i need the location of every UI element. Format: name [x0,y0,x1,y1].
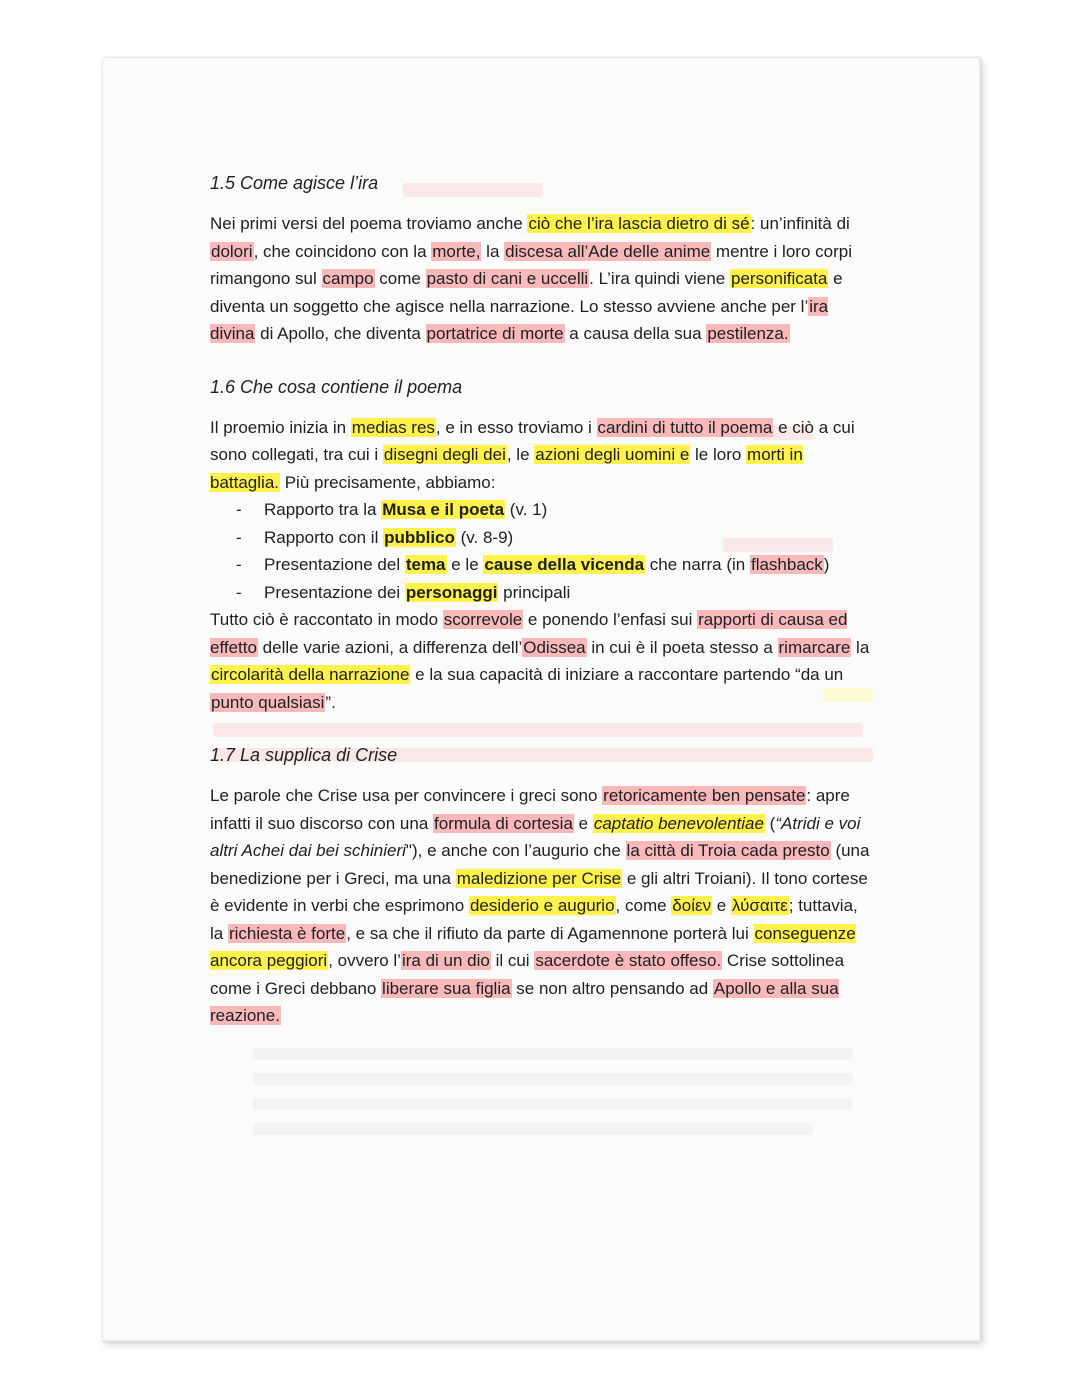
highlight-red: discesa all’Ade delle anime [505,241,711,261]
highlight-red: formula di cortesia [434,813,573,833]
highlight-red: cardini di tutto il poema [597,417,773,437]
highlight-red: scorrevole [443,610,523,629]
highlight-yellow: desiderio e augurio [469,896,615,915]
section-title: 1.7 La supplica di Crise [210,745,398,765]
highlight-yellow: morti in battaglia. [210,445,803,492]
highlight-yellow: azioni degli uomini e [535,445,690,464]
section-1-7 [210,740,870,1030]
highlight-yellow: personaggi [405,582,498,602]
content-list [210,496,870,606]
bleed-through-mark [253,1098,853,1110]
paragraph: Il proemio inizia in medias res, e in esso troviamo i cardini di tutto il poema e ciò a cui sono collegati, tra cui i disegni degli dei, le azioni degli uomini e le loro morti in battaglia. Più precisamente, abbiamo: [210,417,855,492]
bleed-through-mark [253,1123,813,1135]
highlight-yellow: circolarità della narrazione [211,665,410,684]
highlight-red: dolori [211,241,253,261]
highlight-red: retoricamente ben pensate [603,786,806,805]
highlight-red: Odissea [523,637,586,657]
highlight-yellow: ciò che l’ira lascia dietro di sé [528,214,750,233]
highlight-red: rimarcare [778,637,851,657]
highlight-yellow: λύσαιτε [731,896,788,915]
highlight-red: morte, [432,241,481,261]
paragraph: Nei primi versi del poema troviamo anche ciò che l’ira lascia dietro di sé: un’infinità di dolori, che coincidono con la morte, la discesa all’Ade delle anime mentre i loro corpi rimangono sul campo come pasto di cani e uccelli. L’ira quindi viene personificata e diventa un soggetto che agisce nella narrazione. Lo stesso avviene anche per l’ira divina di Apollo, che diventa portatrice di morte a causa della sua pestilenza. [210,214,852,343]
paragraph: Tutto ciò è raccontato in modo scorrevole e ponendo l’enfasi sui rapporti di causa ed effetto delle varie azioni, a differenza dell’Odissea in cui è il poeta stesso a rimarcare la circolarità della narrazione e la sua capacità di iniziare a raccontare partendo “da un punto qualsiasi”. [210,610,870,712]
quotation: “Atridi e voi altri Achei dai bei schinieri [210,813,861,860]
highlight-red: rapporti di causa ed effetto [210,610,848,657]
section-title: 1.5 Come agisce l’ira [210,173,379,193]
highlight-red: ira divina [210,296,829,343]
paragraph: Le parole che Crise usa per convincere i greci sono retoricamente ben pensate: apre infatti il suo discorso con una formula di cortesia e captatio benevolentiae (“Atridi e voi altri Achei dai bei schinieri"), e anche con l’augurio che la città di Troia cada presto (una benedizione per i Greci, ma una maledizione per Crise e gli altri Troiani). Il tono cortese è evidente in verbi che esprimono desiderio e augurio, come δοίεν e λύσαιτε; tuttavia, la richiesta è forte, e sa che il rifiuto da parte di Agamennone porterà lui conseguenze ancora peggiori, ovvero l’ira di un dio il cui sacerdote è stato offeso. Crise sottolinea come i Greci debbano liberare sua figlia se non altro pensando ad Apollo e alla sua reazione. [210,786,870,1025]
section-1-6 [210,372,870,717]
list-item: - Presentazione dei personaggi principali [236,579,870,607]
highlight-red: la città di Troia cada presto [626,841,830,860]
list-item: - Rapporto con il pubblico (v. 8-9) [236,524,870,552]
list-item: - Presentazione del tema e le cause della vicenda che narra (in flashback) [236,551,870,579]
highlight-red: portatrice di morte [426,324,564,343]
document-content [210,168,870,1054]
highlight-yellow: δοίεν [672,896,712,915]
highlight-red: flashback [750,555,823,574]
highlight-yellow: pubblico [384,527,455,547]
highlight-yellow: conseguenze ancora peggiori [210,923,856,970]
highlight-red: ira di un dio [401,951,490,970]
highlight-yellow: captatio benevolentiae [593,813,764,833]
highlight-red: pasto di cani e uccelli [426,269,589,288]
highlight-red: Apollo e alla sua reazione. [210,978,839,1025]
highlight-yellow: personificata [731,269,828,288]
highlight-yellow: Musa e il poeta [382,500,505,519]
section-1-5 [210,168,870,348]
highlight-yellow: disegni degli dei [383,445,506,464]
highlight-yellow: tema [405,555,446,574]
highlight-red: richiesta è forte [228,923,346,943]
list-item: - Rapporto tra la Musa e il poeta (v. 1) [236,496,870,524]
highlight-red: punto qualsiasi [211,692,325,712]
highlight-yellow: maledizione per Crise [456,868,622,888]
highlight-red: sacerdote è stato offeso. [535,951,722,970]
highlight-yellow: medias res [351,417,435,437]
highlight-yellow: cause della vicenda [484,555,645,574]
highlight-red: campo [322,269,374,288]
highlight-red: liberare sua figlia [382,978,511,998]
section-title: 1.6 Che cosa contiene il poema [210,376,463,397]
bleed-through-mark [253,1073,853,1085]
highlight-red: pestilenza. [707,324,789,343]
